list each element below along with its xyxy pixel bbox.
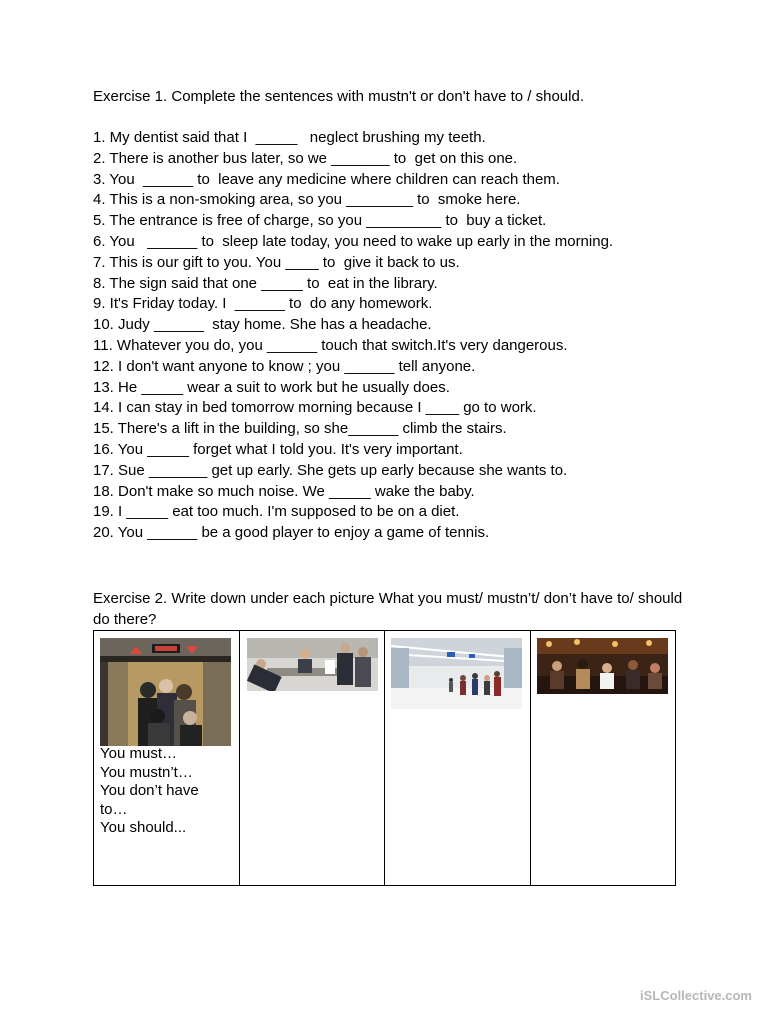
sentence-item: 13. He _____ wear a suit to work but he usually does. [93,378,450,396]
sentence-item: 17. Sue _______ get up early. She gets up early because she wants to. [93,461,568,479]
sentence-item: 16. You _____ forget what I told you. It's very important. [93,440,463,458]
restaurant-photo [537,638,668,694]
exercise-1-sentence-list [93,128,653,544]
sentence-item: 10. Judy ______ stay home. She has a headache. [93,316,432,334]
picture-cell-airport[interactable] [385,631,531,886]
prompt-mustnt: You mustn’t… [100,763,193,781]
sentence-item: 19. I _____ eat too much. I'm supposed to be on a diet. [93,503,460,521]
office-meeting-photo [247,638,378,691]
prompt-must: You must… [100,745,177,762]
sentence-item: 3. You ______ to leave any medicine where children can reach them. [93,170,560,188]
sentence-item: 2. There is another bus later, so we _______ to get on this one. [93,149,518,167]
exercise-1-title: Exercise 1. Complete the sentences with mustn't or don't have to / should. [93,88,584,105]
prompt-dont-have-to: You don’t have to… [100,782,199,818]
prompt-should: You should... [100,819,187,836]
sentence-item: 9. It's Friday today. I ______ to do any homework. [93,295,433,313]
prompt-list [100,745,230,838]
picture-table [93,630,676,886]
exercise-2-title: Exercise 2. Write down under each picture What you must/ mustn’t/ don’t have to/ should do there? [93,590,683,628]
sentence-item: 18. Don't make so much noise. We _____ wake the baby. [93,482,475,500]
sentence-item: 6. You ______ to sleep late today, you need to wake up early in the morning. [93,232,614,250]
sentence-item: 8. The sign said that one _____ to eat in the library. [93,274,438,292]
watermark-logo: iSLCollective.com [640,988,752,1003]
sentence-item: 5. The entrance is free of charge, so you _________ to buy a ticket. [93,212,547,230]
picture-cell-office[interactable] [239,631,385,886]
elevator-photo [100,638,231,746]
sentence-item: 20. You ______ be a good player to enjoy a game of tennis. [93,524,490,542]
airport-photo [391,638,522,709]
sentence-item: 11. Whatever you do, you ______ touch that switch.It's very dangerous. [93,336,568,354]
picture-cell-elevator[interactable] [94,631,240,886]
sentence-item: 12. I don't want anyone to know ; you ______ tell anyone. [93,357,476,375]
sentence-item: 4. This is a non-smoking area, so you ________ to smoke here. [93,191,521,209]
sentence-item: 1. My dentist said that I _____ neglect brushing my teeth. [93,129,486,146]
sentence-item: 14. I can stay in bed tomorrow morning because I ____ go to work. [93,399,537,417]
picture-cell-restaurant[interactable] [530,631,676,886]
sentence-item: 15. There's a lift in the building, so she______ climb the stairs. [93,420,507,438]
sentence-item: 7. This is our gift to you. You ____ to give it back to us. [93,253,460,271]
